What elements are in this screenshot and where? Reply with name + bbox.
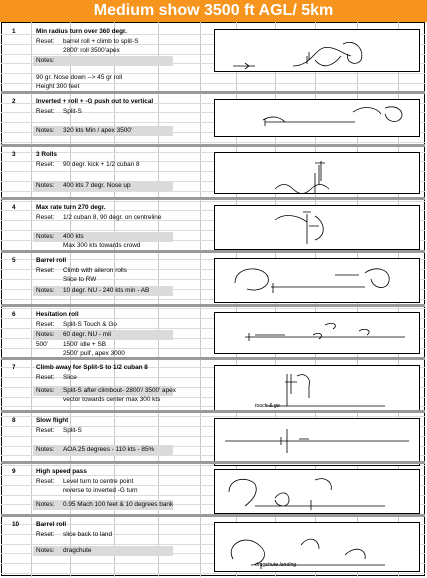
reset-text: slice back to land	[63, 531, 113, 538]
reset-text: Split-S Touch & Go	[63, 321, 117, 328]
maneuver-diagram	[214, 258, 420, 303]
section-divider	[1, 197, 425, 200]
reset-label: Reset:	[36, 38, 55, 45]
maneuver-diagram	[214, 469, 420, 514]
notes-text: Max 300 kts towards crowd	[63, 242, 141, 249]
notes-label: Notes:	[36, 182, 55, 189]
grid-row-line	[1, 201, 425, 202]
notes-label: Notes:	[36, 127, 55, 134]
maneuver-number: 10	[12, 521, 20, 528]
altitude-label: 500'	[36, 341, 48, 348]
notes-label: Notes:	[36, 547, 55, 554]
flight-path-drawing	[215, 259, 419, 302]
reset-label: Reset:	[36, 321, 55, 328]
reset-label: Reset:	[36, 427, 55, 434]
maneuver-number: 4	[12, 204, 16, 211]
maneuver-name: Min radius turn over 360 degr.	[36, 28, 127, 35]
flight-path-drawing	[215, 470, 419, 513]
flight-path-drawing	[215, 523, 419, 571]
reset-label: Reset:	[36, 214, 55, 221]
reset-text: 2800' roll 3500'apex	[63, 47, 120, 54]
flight-path-drawing	[215, 366, 419, 412]
reset-text: reverse to inverted -G turn	[63, 487, 138, 494]
section-divider	[1, 304, 425, 307]
notes-label: Notes:	[36, 501, 55, 508]
maneuver-diagram	[214, 152, 420, 194]
flight-path-drawing	[215, 313, 419, 353]
notes-label: Notes:	[36, 387, 55, 394]
reset-label: Reset:	[36, 478, 55, 485]
reset-text: Slice to RW	[63, 276, 97, 283]
notes-text: 320 kts Min / apex 3500'	[63, 127, 133, 134]
flight-path	[275, 212, 323, 244]
extra-text: Height 300 feet	[36, 83, 80, 90]
notes-label: Notes:	[36, 446, 55, 453]
notes-text: AOA 25 degrees - 110 kts - 85%	[63, 446, 155, 453]
maneuver-diagram	[214, 418, 420, 466]
notes-text: 10 degr. NU - 240 kts min - AB	[63, 287, 150, 294]
reset-text: Level turn to centre point	[63, 478, 134, 485]
flight-path	[263, 107, 402, 126]
reset-text: barrel roll + climb to split-S	[63, 38, 139, 45]
page-title: Medium show 3500 ft AGL/ 5km	[0, 0, 427, 22]
flight-path	[225, 429, 409, 453]
maneuver-name: Max rate turn 270 degr.	[36, 204, 106, 211]
extra-text: 2500' pull', apex 3000	[63, 350, 125, 357]
maneuver-name: Barrel roll	[36, 521, 67, 528]
notes-label: Notes:	[36, 287, 55, 294]
maneuver-number: 9	[12, 468, 16, 475]
flight-path	[229, 479, 385, 510]
reset-text: Split-S	[63, 427, 82, 434]
maneuver-number: 7	[12, 364, 16, 371]
reset-text: Slice	[63, 374, 77, 381]
flight-path-drawing	[215, 100, 419, 136]
section-divider	[1, 410, 425, 413]
notes-text: Split-S after climbout- 2800'/ 3500' apex	[63, 387, 176, 394]
flight-path	[275, 161, 329, 193]
notes-label: Notes:	[36, 233, 55, 240]
section-divider	[1, 144, 425, 147]
flight-path	[245, 323, 405, 341]
grid-row-line	[1, 142, 425, 143]
maneuver-name: 3 Rolls	[36, 151, 57, 158]
flight-path-drawing	[215, 30, 419, 71]
maneuver-name: High speed pass	[36, 468, 87, 475]
section-divider	[1, 357, 425, 360]
notes-label: Notes:	[36, 331, 55, 338]
maneuver-diagram	[214, 312, 420, 354]
flight-path	[265, 374, 385, 406]
notes-text: dragchute	[63, 547, 92, 554]
notes-text: vector towards center max 300 kts	[63, 396, 161, 403]
section-divider	[1, 250, 425, 253]
reset-label: Reset:	[36, 267, 55, 274]
reset-label: Reset:	[36, 531, 55, 538]
maneuver-name: Slow flight	[36, 417, 69, 424]
maneuver-number: 3	[12, 151, 16, 158]
reset-text: 90 degr. kick + 1/2 cuban 8	[63, 161, 140, 168]
maneuver-diagram	[214, 522, 420, 572]
reset-label: Reset:	[36, 374, 55, 381]
maneuver-name: Inverted + roll + -G push out to vertical	[36, 98, 154, 105]
section-divider	[1, 514, 425, 517]
flight-path-drawing	[215, 206, 419, 249]
flight-path-drawing	[215, 153, 419, 193]
notes-text: 0.95 Mach 100 feet & 10 degrees bank	[63, 501, 174, 508]
reset-text: Split-S	[63, 108, 82, 115]
flight-path	[235, 269, 389, 293]
reset-label: Reset:	[36, 108, 55, 115]
reset-text: 1/2 cuban 8, 90 degr. on centreline	[63, 214, 162, 221]
flight-path	[233, 42, 362, 69]
flight-path-drawing	[215, 419, 419, 465]
maneuver-name: Climb away for Split-S to 1/2 cuban 8	[36, 364, 148, 371]
reset-label: Reset:	[36, 161, 55, 168]
section-divider	[1, 461, 425, 464]
maneuver-diagram	[214, 365, 420, 413]
diagram-label: dragchute landing	[255, 562, 297, 568]
section-divider	[1, 91, 425, 94]
maneuver-name: Barrel roll	[36, 257, 67, 264]
maneuver-number: 5	[12, 257, 16, 264]
maneuver-name: Hesitation roll	[36, 311, 79, 318]
extra-text: 1500' idle + SB	[63, 341, 106, 348]
grid-row-line	[1, 308, 425, 309]
maneuver-number: 8	[12, 417, 16, 424]
maneuver-number: 1	[12, 28, 16, 35]
notes-text: 60 degr. NU - mil	[63, 331, 111, 338]
maneuver-diagram	[214, 29, 420, 72]
diagram-label: touch & go	[255, 403, 280, 409]
extra-text: 90 gr. Nose down --> 45 gr roll	[36, 74, 123, 81]
reset-text: Climb with aileron rolls	[63, 267, 127, 274]
notes-text: 400 kts	[63, 233, 84, 240]
notes-text: 400 kts 7 degr. Nose up	[63, 182, 131, 189]
maneuver-number: 6	[12, 311, 16, 318]
grid-row-line	[1, 573, 425, 574]
maneuver-diagram	[214, 205, 420, 250]
maneuver-diagram	[214, 99, 420, 137]
notes-label: Notes:	[36, 57, 55, 64]
maneuver-number: 2	[12, 98, 16, 105]
